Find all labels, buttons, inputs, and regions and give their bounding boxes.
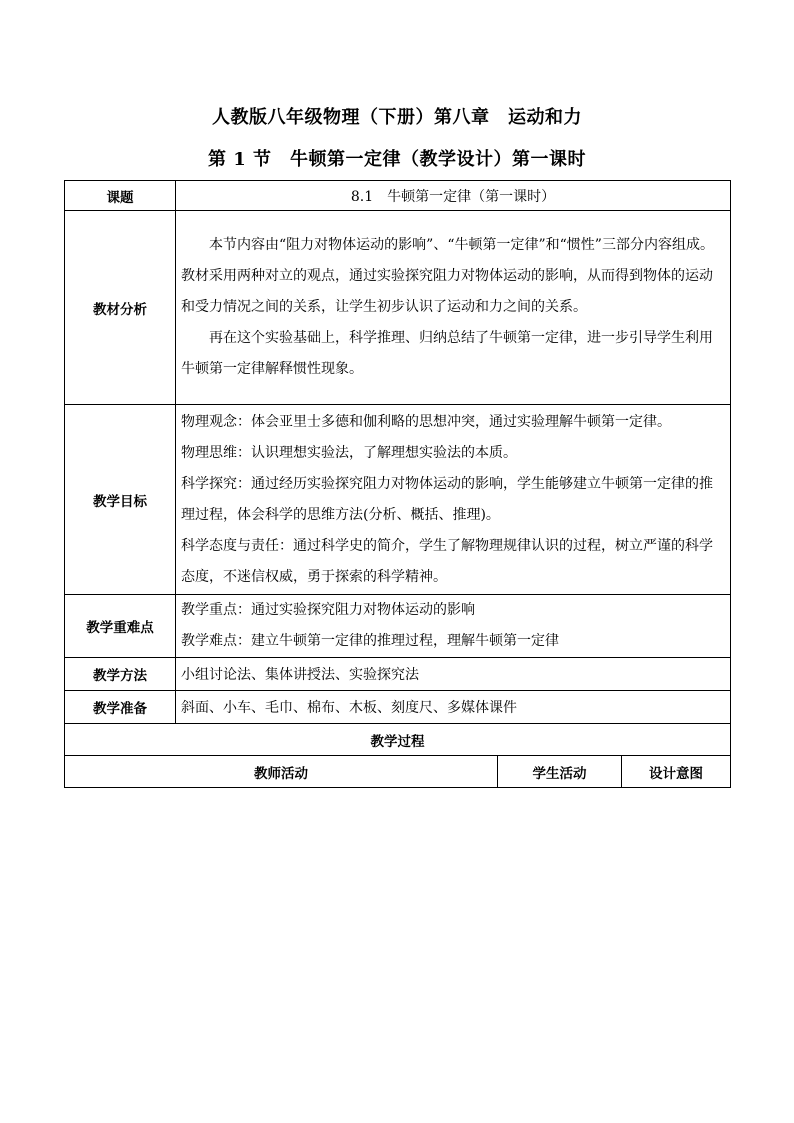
key-points-content bbox=[176, 595, 731, 658]
row-process-header bbox=[65, 724, 731, 756]
preparation-value: 斜面、小车、毛巾、棉布、木板、刻度尺、多媒体课件 bbox=[176, 691, 731, 724]
analysis-content bbox=[176, 211, 731, 405]
preparation-label: 教学准备 bbox=[65, 691, 176, 724]
lesson-title: 第 1 节 牛顿第一定律（教学设计）第一课时 bbox=[207, 149, 587, 170]
analysis-paragraph: 本节内容由“阻力对物体运动的影响”、“牛顿第一定律”和“惯性”三部分内容组成。教材采用两种对立的观点，通过实验探究阻力对物体运动的影响，从而得到物体的运动和受力情况之间的关系，让学生初步认识了运动和力之间的关系。 bbox=[181, 237, 714, 315]
row-goals bbox=[65, 405, 731, 595]
goal-item: 物理思维：认识理想实验法，了解理想实验法的本质。 bbox=[181, 444, 517, 461]
goal-item: 物理观念：体会亚里士多德和伽利略的思想冲突，通过实验理解牛顿第一定律。 bbox=[181, 413, 671, 430]
topic-value: 8.1 牛顿第一定律（第一课时） bbox=[176, 181, 731, 211]
methods-value: 小组讨论法、集体讲授法、实验探究法 bbox=[176, 658, 731, 691]
row-analysis bbox=[65, 211, 731, 405]
topic-label: 课题 bbox=[65, 181, 176, 211]
goals-label: 教学目标 bbox=[65, 405, 176, 595]
column-student-activity: 学生活动 bbox=[498, 756, 622, 788]
process-label: 教学过程 bbox=[65, 724, 731, 756]
document-title: 人教版八年级物理（下册）第八章 运动和力 bbox=[212, 107, 582, 128]
goals-content bbox=[176, 405, 731, 595]
row-process-columns bbox=[65, 756, 731, 788]
row-methods bbox=[65, 658, 731, 691]
methods-label: 教学方法 bbox=[65, 658, 176, 691]
row-topic bbox=[65, 181, 731, 211]
analysis-paragraph: 再在这个实验基础上，科学推理、归纳总结了牛顿第一定律，进一步引导学生利用牛顿第一定律解释惯性现象。 bbox=[181, 330, 713, 377]
row-preparation bbox=[65, 691, 731, 724]
column-teacher-activity: 教师活动 bbox=[65, 756, 498, 788]
row-key-points bbox=[65, 595, 731, 658]
analysis-label: 教材分析 bbox=[65, 211, 176, 405]
key-point-item: 教学难点：建立牛顿第一定律的推理过程，理解牛顿第一定律 bbox=[181, 633, 559, 649]
goal-item: 科学探究：通过经历实验探究阻力对物体运动的影响，学生能够建立牛顿第一定律的推理过程，体会科学的思维方法(分析、概括、推理)。 bbox=[181, 475, 713, 523]
lesson-plan-table bbox=[64, 180, 731, 788]
goal-item: 科学态度与责任：通过科学史的简介，学生了解物理规律认识的过程，树立严谨的科学态度，不迷信权威，勇于探索的科学精神。 bbox=[181, 537, 713, 585]
key-points-label: 教学重难点 bbox=[65, 595, 176, 658]
key-point-item: 教学重点：通过实验探究阻力对物体运动的影响 bbox=[181, 602, 475, 618]
column-design-intent: 设计意图 bbox=[622, 756, 731, 788]
